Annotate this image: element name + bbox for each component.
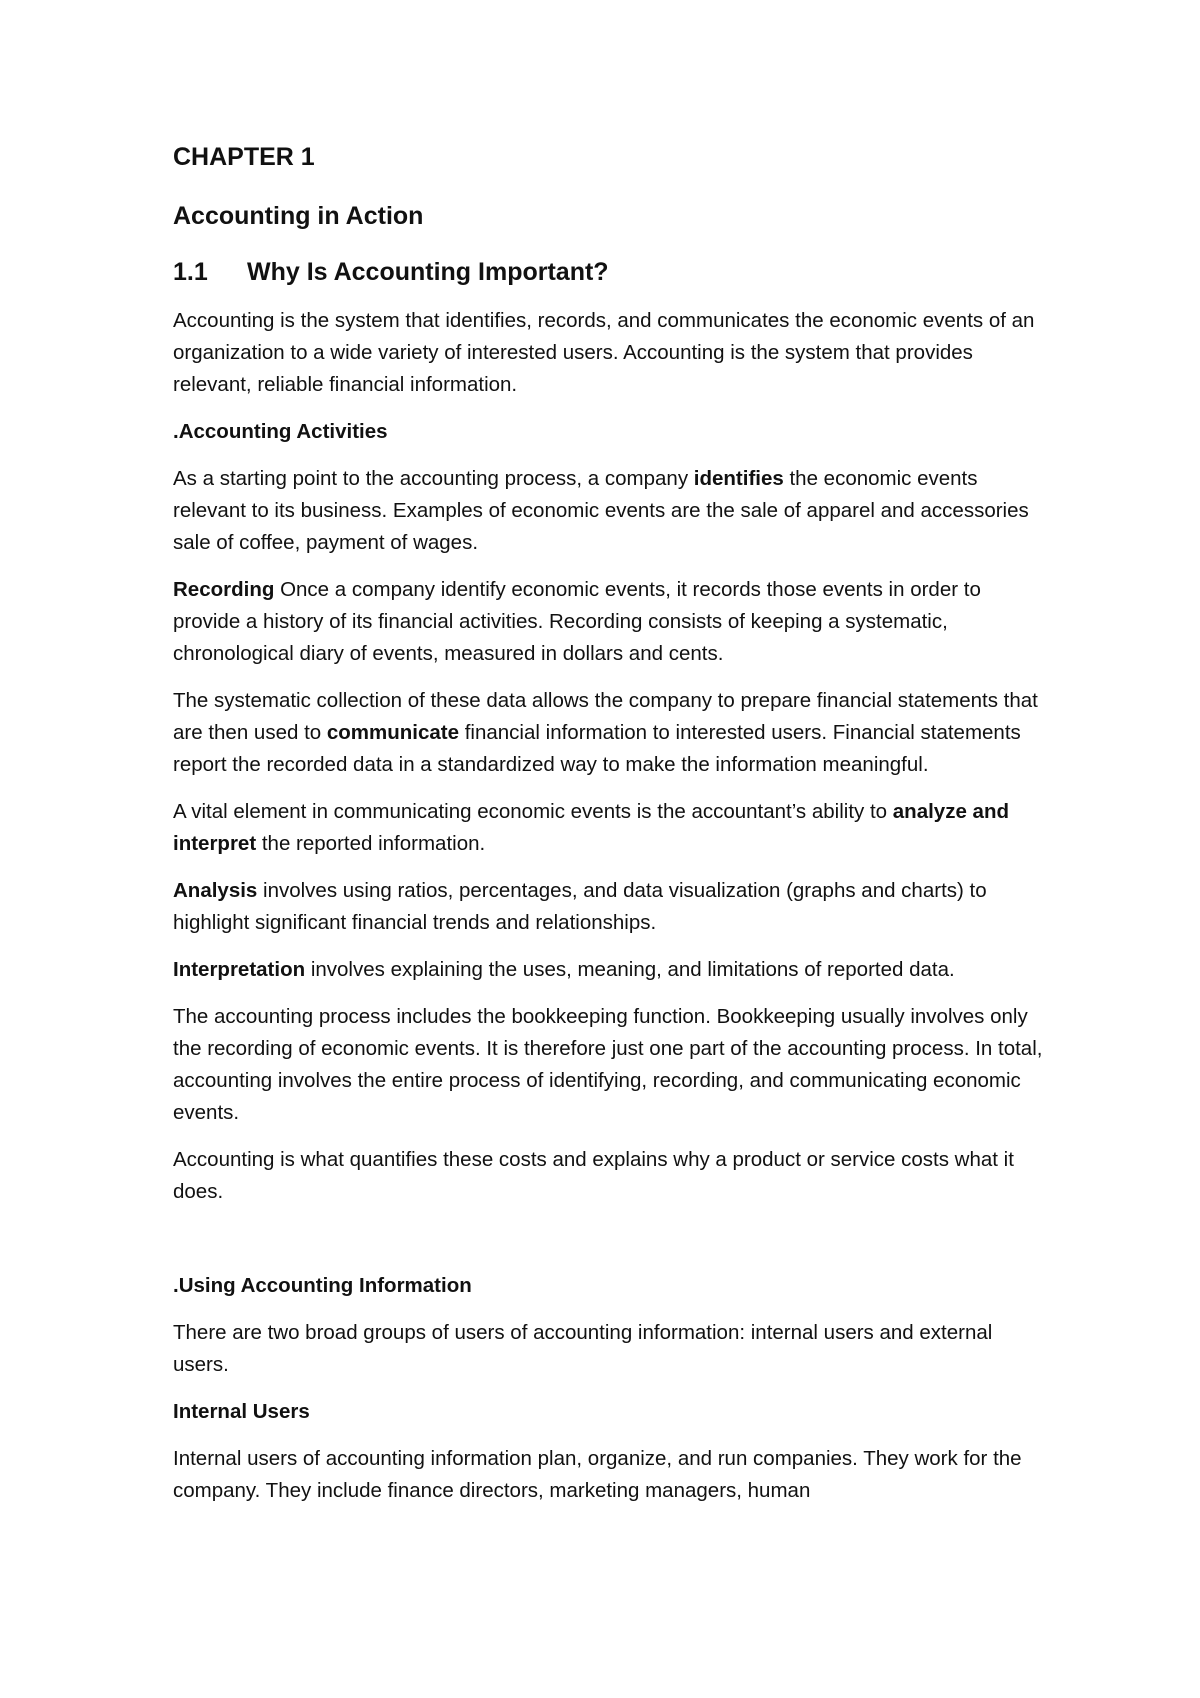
paragraph-recording: [173, 574, 1053, 670]
paragraph-user-groups: There are two broad groups of users of accounting information: internal users and external users.: [173, 1321, 993, 1376]
paragraph-identifies: [173, 463, 1053, 559]
emphasis-analysis: Analysis: [173, 879, 258, 902]
section-title: Why Is Accounting Important?: [247, 258, 609, 286]
paragraph-definition: Accounting is the system that identifies, records, and communicates the economic events of an organization to a wide variety of interested users. Accounting is the system that provides relevant, reliable financial information.: [173, 309, 1035, 396]
paragraph-analyze-interpret: [173, 796, 1053, 860]
text-run: the economic events relevant to its business. Examples of economic events are the sale of apparel and accessories sale of coffee, payment of wages.: [173, 467, 1029, 554]
emphasis-communicate: communicate: [326, 721, 460, 744]
subheading-using-accounting-information: .Using Accounting Information: [173, 1274, 472, 1297]
section-number: 1.1: [173, 258, 208, 286]
paragraph-bookkeeping: The accounting process includes the bookkeeping function. Bookkeeping usually involves only the recording of economic events. It is therefore just one part of the accounting process. In total, accounting involves the entire process of identifying, recording, and communicating economic events.: [173, 1005, 1043, 1124]
subheading-internal-users: Internal Users: [173, 1400, 310, 1423]
text-run: financial information to interested users. Financial statements report the recorded data in a standardized way to make the information meaningful.: [173, 721, 1021, 776]
emphasis-interpretation: Interpretation: [173, 958, 306, 981]
paragraph-interpretation: [173, 954, 1053, 986]
chapter-label: CHAPTER 1: [173, 143, 315, 171]
text-run: the reported information.: [256, 832, 486, 855]
blank-line: [173, 1223, 1053, 1270]
emphasis-identifies: identifies: [693, 467, 784, 490]
paragraph-communicate: [173, 685, 1053, 781]
text-run: A vital element in communicating economic events is the accountant’s ability to: [173, 800, 893, 823]
emphasis-analyze-interpret: analyze and interpret: [173, 800, 1009, 855]
document-page: [173, 140, 1053, 1522]
text-run: Once a company identify economic events, it records those events in order to provide a history of its financial activities. Recording consists of keeping a systematic, chronological diary of events, measured in dollars and cents.: [173, 578, 981, 665]
emphasis-recording: Recording: [173, 578, 275, 601]
chapter-title: Accounting in Action: [173, 202, 424, 230]
paragraph-analysis: [173, 875, 1053, 939]
subheading-accounting-activities: .Accounting Activities: [173, 420, 388, 443]
text-run: The systematic collection of these data allows the company to prepare financial statements that are then used to: [173, 689, 1038, 744]
paragraph-costs: Accounting is what quantifies these costs and explains why a product or service costs what it does.: [173, 1148, 1014, 1203]
section-heading: [173, 255, 1053, 289]
text-run: involves using ratios, percentages, and data visualization (graphs and charts) to highlight significant financial trends and relationships.: [173, 879, 987, 934]
text-run: As a starting point to the accounting process, a company: [173, 467, 694, 490]
paragraph-internal-users: Internal users of accounting information plan, organize, and run companies. They work for the company. They include finance directors, marketing managers, human: [173, 1447, 1022, 1502]
text-run: involves explaining the uses, meaning, and limitations of reported data.: [305, 958, 955, 981]
